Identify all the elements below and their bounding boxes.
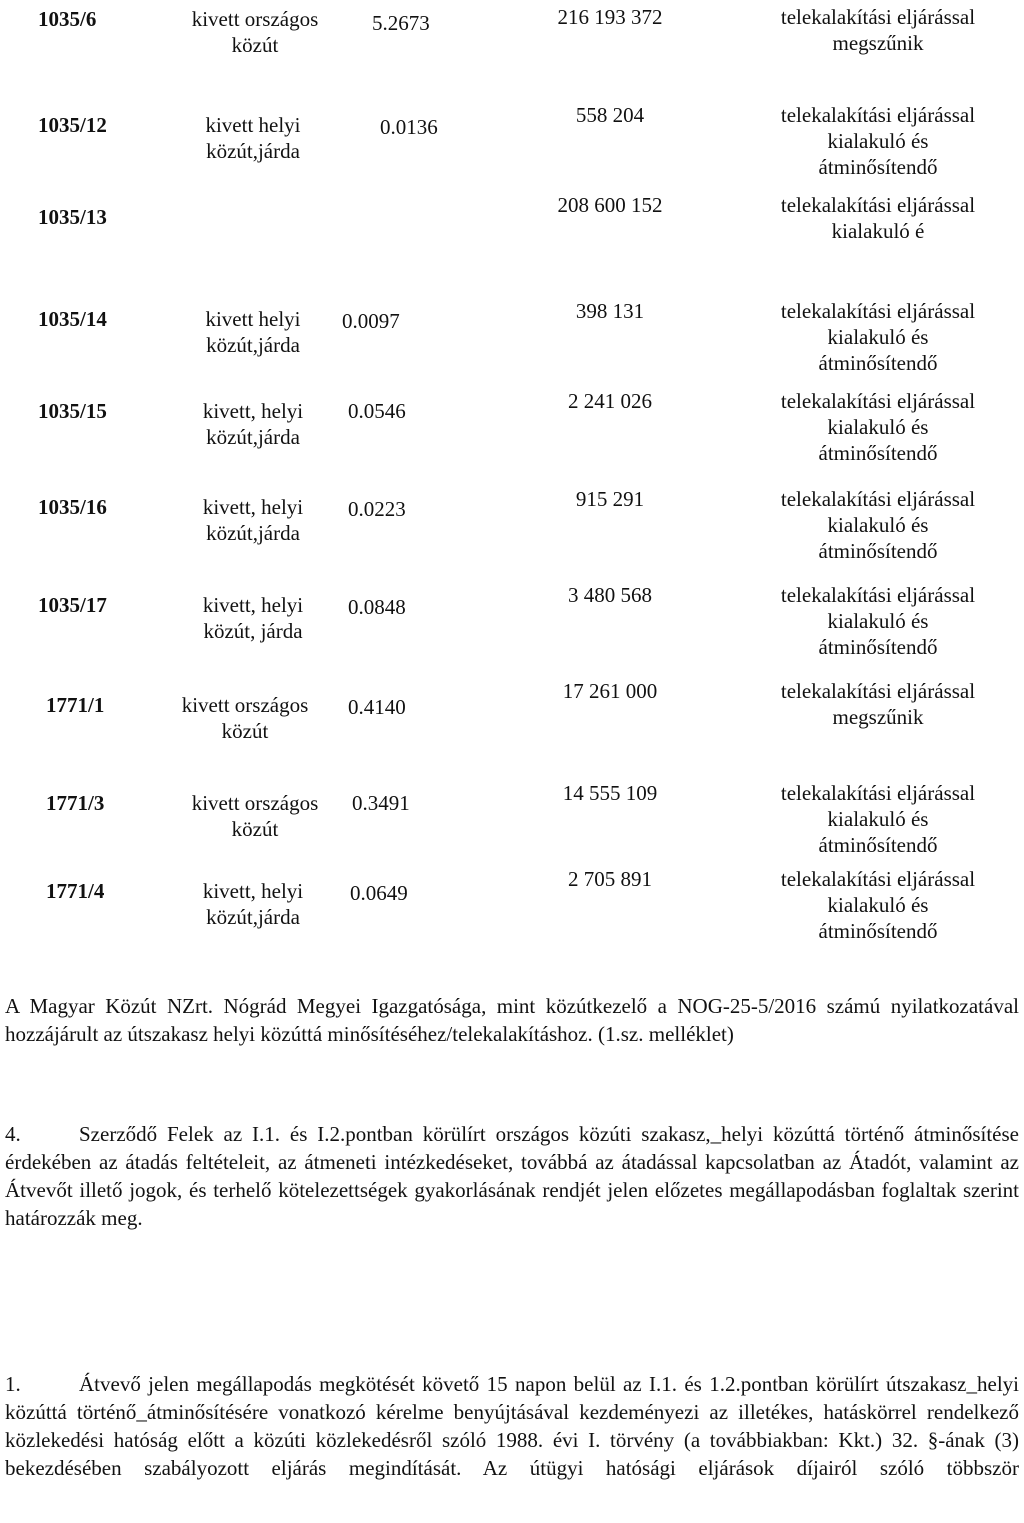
paragraph-number: 1. xyxy=(5,1372,21,1396)
parcel-value: 3 480 568 xyxy=(568,583,652,607)
parcel-type: kivett országos közút xyxy=(191,791,319,841)
parcel-area: 0.0097 xyxy=(342,309,400,333)
parcel-area: 0.0848 xyxy=(348,595,406,619)
parcel-value: 2 241 026 xyxy=(568,389,652,413)
parcel-area: 5.2673 xyxy=(372,11,430,35)
parcel-note: telekalakítási eljárással kialakuló és átminősítendő xyxy=(780,781,976,857)
parcel-type: kivett helyi közút,járda xyxy=(205,307,301,357)
parcel-note: telekalakítási eljárással kialakuló és átminősítendő xyxy=(780,299,976,375)
parcel-value: 2 705 891 xyxy=(568,867,652,891)
parcel-number: 1035/16 xyxy=(38,495,107,519)
parcel-area: 0.0223 xyxy=(348,497,406,521)
parcel-type: kivett, helyi közút,járda xyxy=(202,879,304,929)
parcel-type: kivett, helyi közút, járda xyxy=(202,593,304,643)
parcel-note: telekalakítási eljárással kialakuló és átminősítendő xyxy=(780,583,976,659)
paragraph-section-4 xyxy=(5,1120,1019,1232)
parcel-note: telekalakítási eljárással kialakuló és átminősítendő xyxy=(780,487,976,563)
parcel-value: 915 291 xyxy=(575,487,645,511)
parcel-note: telekalakítási eljárással kialakuló é xyxy=(780,193,976,243)
parcel-value: 17 261 000 xyxy=(562,679,658,703)
parcel-type: kivett országos közút xyxy=(181,693,309,743)
parcel-note: telekalakítási eljárással kialakuló és átminősítendő xyxy=(780,103,976,179)
paragraph-number: 4. xyxy=(5,1122,21,1146)
parcel-type: kivett, helyi közút,járda xyxy=(202,495,304,545)
parcel-area: 0.3491 xyxy=(352,791,410,815)
parcel-value: 14 555 109 xyxy=(562,781,658,805)
parcel-number: 1771/1 xyxy=(46,693,105,717)
parcel-type: kivett, helyi közút,járda xyxy=(202,399,304,449)
parcel-number: 1035/15 xyxy=(38,399,107,423)
parcel-value: 208 600 152 xyxy=(557,193,663,217)
paragraph-road-authority: A Magyar Közút NZrt. Nógrád Megyei Igazgatósága, mint közútkezelő a NOG-25-5/2016 számú nyilatkozatával hozzájárult az útszakasz helyi közúttá minősítéséhez/telekalakításhoz. (1.sz. melléklet) xyxy=(5,994,1019,1046)
parcel-value: 558 204 xyxy=(575,103,645,127)
parcel-number: 1771/4 xyxy=(46,879,105,903)
parcel-area: 0.0546 xyxy=(348,399,406,423)
parcel-note: telekalakítási eljárással megszűnik xyxy=(780,679,976,729)
parcel-value: 216 193 372 xyxy=(557,5,663,29)
parcel-number: 1771/3 xyxy=(46,791,105,815)
parcel-area: 0.0649 xyxy=(350,881,408,905)
paragraph-section-1 xyxy=(5,1370,1019,1482)
parcel-number: 1035/6 xyxy=(38,7,97,31)
paragraph-text: Szerződő Felek az I.1. és I.2.pontban körülírt országos közúti szakasz,_helyi közúttá történő átminősítése érdekében az átadás feltételeit, az átmeneti intézkedéseket, továbbá az átadással kapcsolatban az Átadót, valamint az Átvevőt illető jogok, és terhelő kötelezettségek gyakorlásának rendjét jelen előzetes megállapodásban foglaltak szerint határozzák meg. xyxy=(5,1122,1019,1230)
parcel-value: 398 131 xyxy=(575,299,645,323)
parcel-note: telekalakítási eljárással kialakuló és átminősítendő xyxy=(780,389,976,465)
parcel-number: 1035/17 xyxy=(38,593,107,617)
parcel-number: 1035/13 xyxy=(38,205,107,229)
parcel-type: kivett helyi közút,járda xyxy=(205,113,301,163)
parcel-note: telekalakítási eljárással megszűnik xyxy=(780,5,976,55)
paragraph-text: Átvevő jelen megállapodás megkötését követő 15 napon belül az I.1. és 1.2.pontban körülírt útszakasz_helyi közúttá történő_átminősítésére vonatkozó kérelme benyújtásával kezdeményezi az illetékes, hatáskörrel rendelkező közlekedési hatóság előtt a közúti közlekedésről szóló 1988. évi I. törvény (a továbbiakban: Kkt.) 32. §-ának (3) bekezdésében szabályozott eljárás megindítását. Az útügyi hatósági eljárások díjairól szóló többször xyxy=(5,1372,1019,1480)
parcel-number: 1035/12 xyxy=(38,113,107,137)
parcel-area: 0.4140 xyxy=(348,695,406,719)
parcel-number: 1035/14 xyxy=(38,307,107,331)
parcel-note: telekalakítási eljárással kialakuló és átminősítendő xyxy=(780,867,976,943)
parcel-area: 0.0136 xyxy=(380,115,438,139)
parcel-type: kivett országos közút xyxy=(191,7,319,57)
